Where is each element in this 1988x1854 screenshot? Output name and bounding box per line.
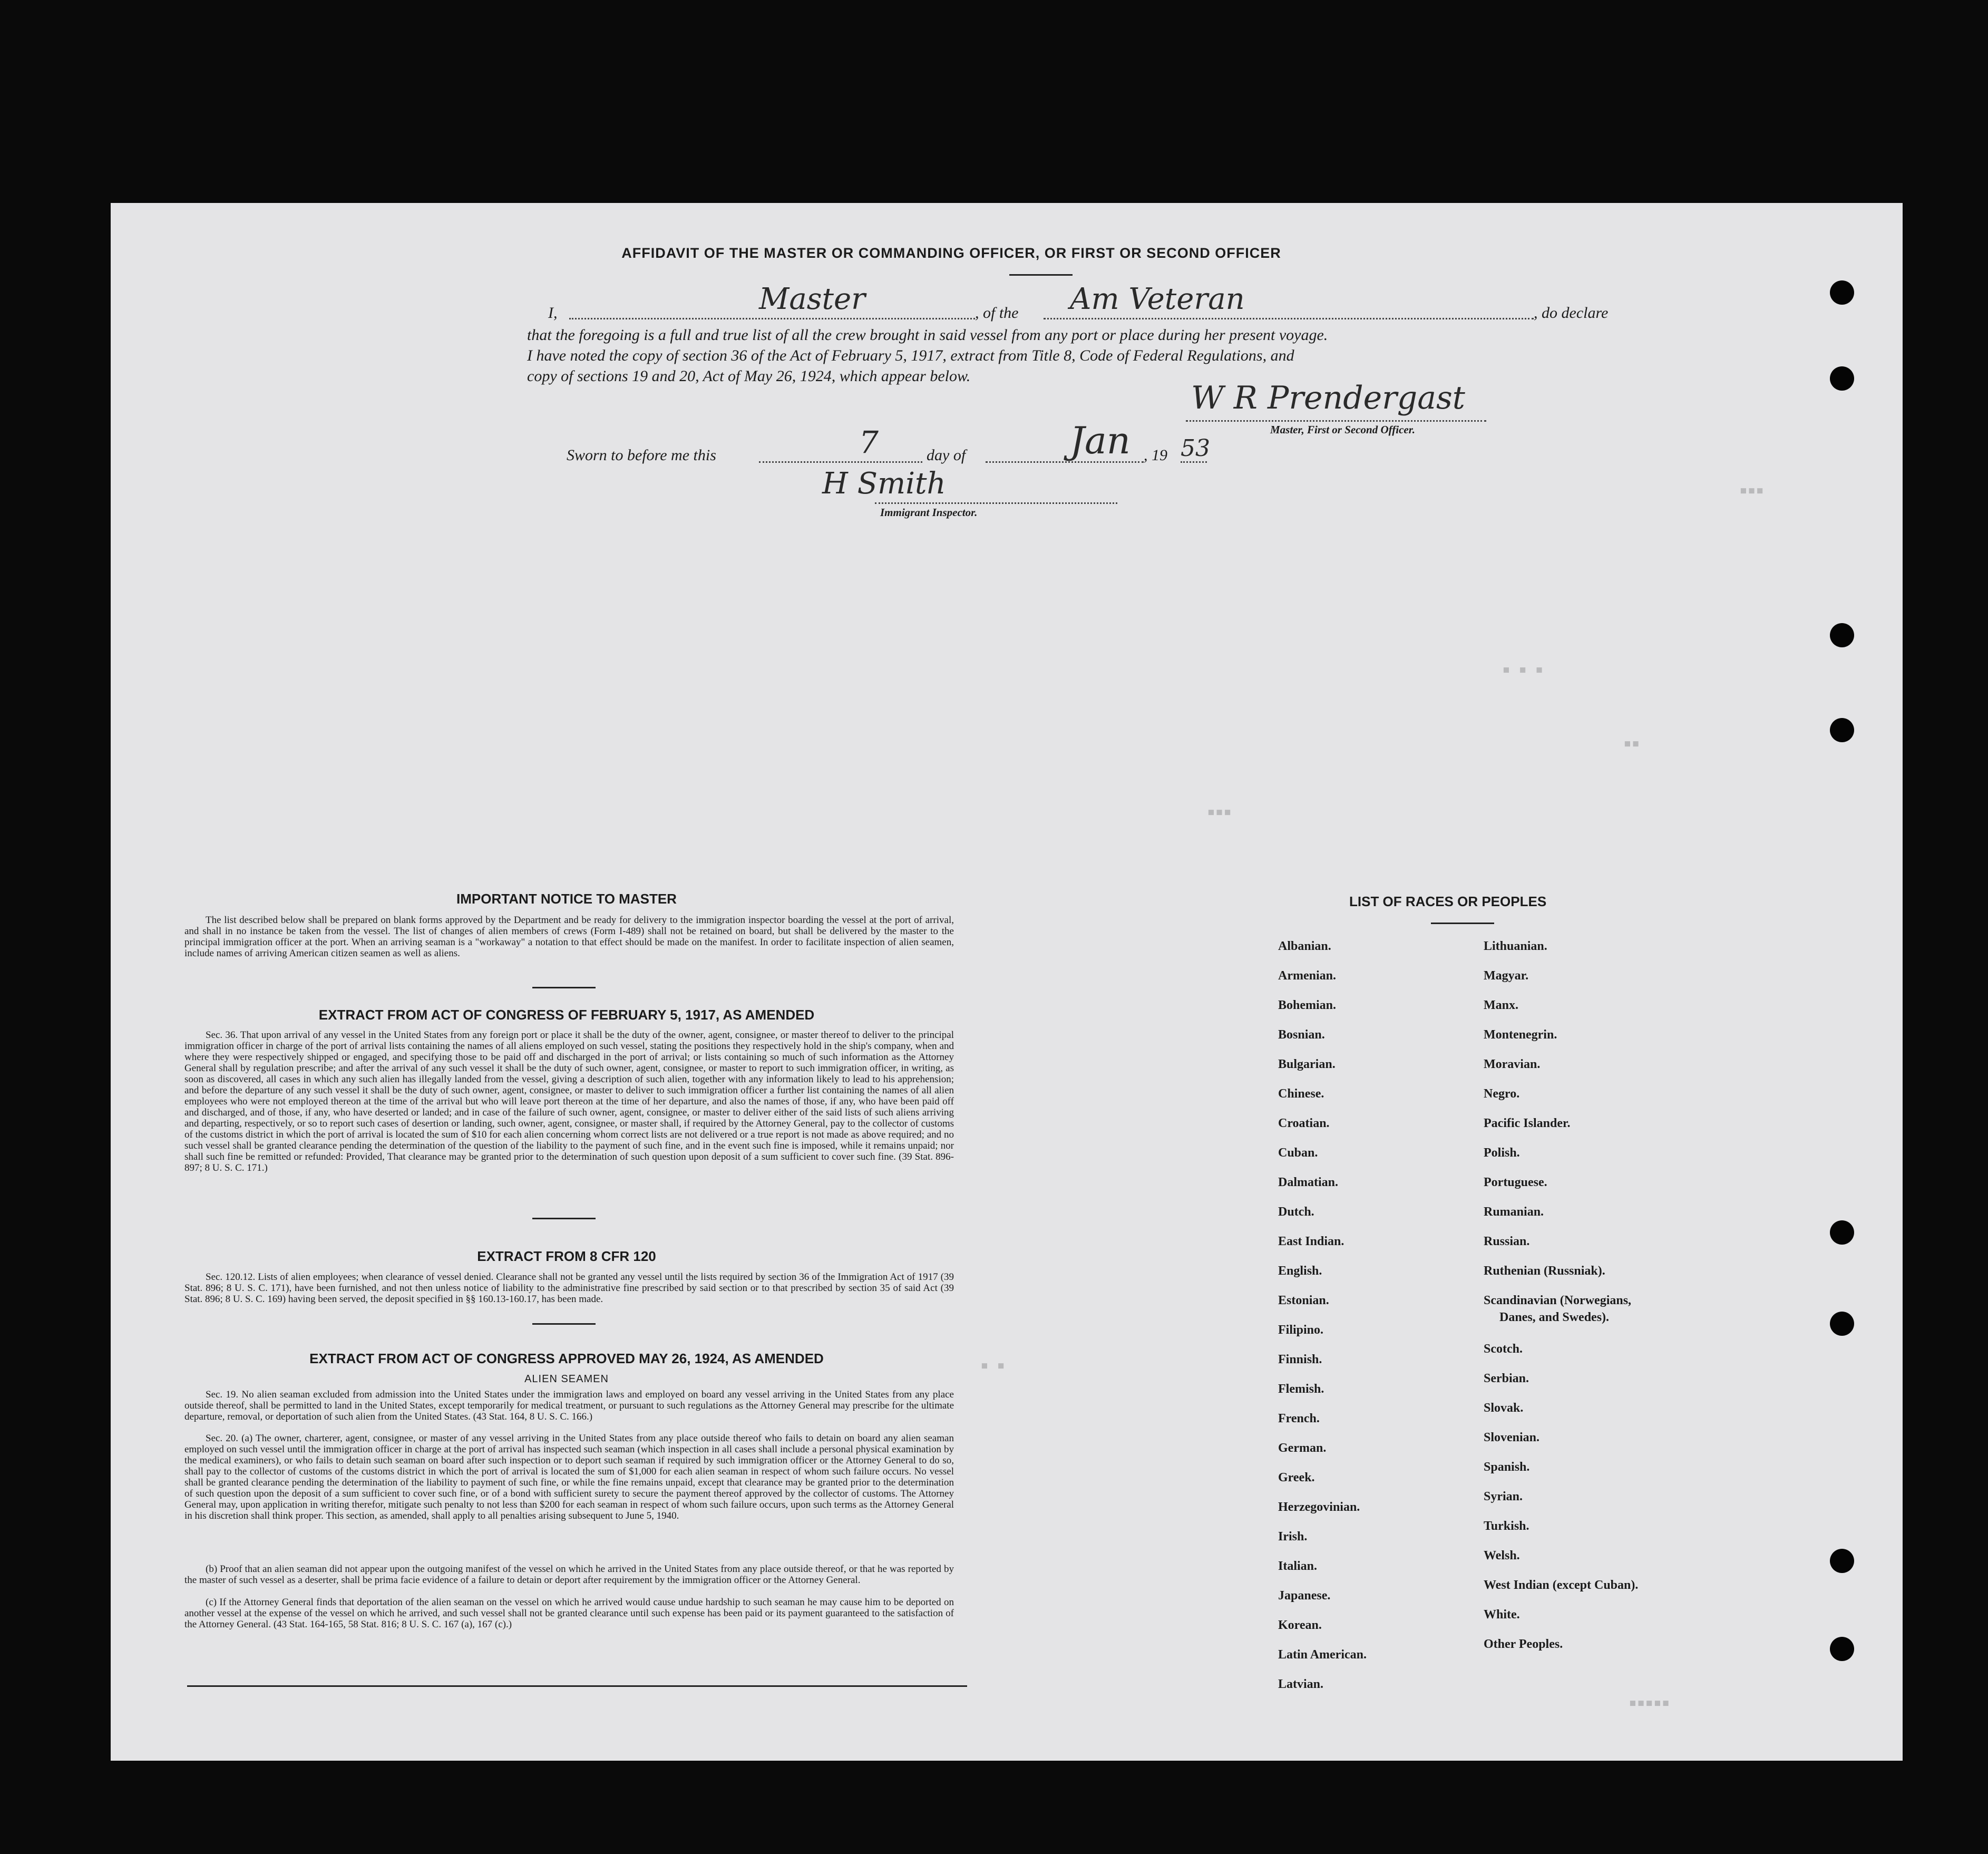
- day-of-label: day of: [927, 446, 966, 464]
- race-item: Greek.: [1278, 1471, 1315, 1484]
- notice-rule: [532, 987, 596, 988]
- race-item: Flemish.: [1278, 1382, 1324, 1396]
- race-item: Ruthenian (Russniak).: [1484, 1264, 1605, 1278]
- year-prefix: , 19: [1144, 446, 1167, 464]
- race-item: Pacific Islander.: [1484, 1117, 1571, 1130]
- race-item: Serbian.: [1484, 1372, 1529, 1385]
- bottom-rule: [187, 1685, 967, 1687]
- race-item: Negro.: [1484, 1087, 1520, 1101]
- races-title: LIST OF RACES OR PEOPLES: [1349, 894, 1547, 909]
- sworn-label: Sworn to before me this: [567, 446, 716, 464]
- punch-hole: [1830, 1549, 1854, 1573]
- notice-title: IMPORTANT NOTICE TO MASTER: [456, 891, 677, 907]
- race-item: Turkish.: [1484, 1519, 1529, 1533]
- punch-hole: [1830, 1220, 1854, 1245]
- bleed-mark: ▪▪: [1623, 735, 1640, 751]
- of-the-label: , of the: [975, 304, 1019, 322]
- races-column-2: [1484, 939, 1638, 1667]
- race-item: French.: [1278, 1412, 1320, 1425]
- race-item: Chinese.: [1278, 1087, 1324, 1101]
- race-item: Japanese.: [1278, 1589, 1331, 1603]
- race-item: Slovenian.: [1484, 1431, 1540, 1444]
- race-item: Finnish.: [1278, 1353, 1322, 1366]
- inspector-line: [875, 502, 1117, 504]
- extract3-sec20a: Sec. 20. (a) The owner, charterer, agent, consignee, or master of any vessel arriving in the United States from any place outside thereof who fails to detain on board any alien seaman employed on such vessel until the immigration officer in charge at the port of arrival has inspected such seaman (which inspection in all cases shall include a personal physical examination by the medical examiners), or who fails to detain such seaman on board after such inspection or to deport such seaman if required by such immigration officer or the Attorney General to do so, shall pay to the collector of customs of the customs district in which the port of arrival is located the sum of $1,000 for each alien seaman in respect of whom such failure occurs. No vessel shall be granted clearance pending the determination of the liability to payment of such fine, or while the fine remains unpaid, except that clearance may be granted prior to the determination of such question upon the deposit of a sum sufficient to cover such fine, or of a bond with sufficient surety to secure the payment thereof approved by the collector of customs. The Attorney General may, upon application in writing therefor, mitigate such penalty to not less than $200 for each seaman in respect of whom such failure occurs, upon such terms as the Attorney General in his discretion shall think proper. This section, as amended, shall apply to all penalties arising subsequent to June 5, 1940.: [184, 1433, 954, 1521]
- extract3-sec20b: (b) Proof that an alien seaman did not appear upon the outgoing manifest of the vessel on which he arrived in the United States from any place outside thereof, or that he was reported by the master of such vessel as a deserter, shall be prima facie evidence of a failure to detain or deport after requirement by the immigration officer or the Attorney General.: [184, 1564, 954, 1586]
- race-item: Montenegrin.: [1484, 1028, 1557, 1042]
- race-item: Bohemian.: [1278, 998, 1337, 1012]
- affidavit-line-2: that the foregoing is a full and true list of all the crew brought in said vessel from any port or place during her present voyage.: [527, 326, 1328, 344]
- vessel-handwritten: Am Veteran: [1070, 282, 1245, 316]
- race-item: Rumanian.: [1484, 1205, 1544, 1219]
- document-page: [111, 203, 1903, 1761]
- race-item: Cuban.: [1278, 1146, 1318, 1160]
- punch-hole: [1830, 718, 1854, 742]
- race-item: Syrian.: [1484, 1490, 1523, 1503]
- race-item: Croatian.: [1278, 1117, 1330, 1130]
- month-handwritten: Jan: [1070, 419, 1131, 462]
- inspector-caption: Immigrant Inspector.: [880, 506, 978, 519]
- race-item: Magyar.: [1484, 969, 1529, 983]
- inspector-signature: H Smith: [822, 467, 946, 501]
- affidavit-line-4: copy of sections 19 and 20, Act of May 26, 1924, which appear below.: [527, 367, 971, 385]
- affidavit-title: AFFIDAVIT OF THE MASTER OR COMMANDING OFFICER, OR FIRST OR SECOND OFFICER: [621, 245, 1281, 261]
- name-handwritten: Master: [759, 282, 865, 316]
- race-item: Lithuanian.: [1484, 939, 1547, 953]
- extract1-title: EXTRACT FROM ACT OF CONGRESS OF FEBRUARY 5, 1917, AS AMENDED: [318, 1007, 815, 1023]
- races-rule: [1431, 923, 1494, 924]
- name-line: [569, 318, 975, 319]
- race-item: Estonian.: [1278, 1294, 1329, 1307]
- day-handwritten: 7: [859, 424, 879, 460]
- punch-hole: [1830, 1637, 1854, 1661]
- extract2-title: EXTRACT FROM 8 CFR 120: [477, 1248, 656, 1264]
- race-item: Polish.: [1484, 1146, 1520, 1160]
- race-item: East Indian.: [1278, 1235, 1344, 1248]
- punch-hole: [1830, 280, 1854, 305]
- race-item: Armenian.: [1278, 969, 1336, 983]
- extract2-text: Sec. 120.12. Lists of alien employees; when clearance of vessel denied. Clearance shall not be granted any vessel until the lists required by section 36 of the Immigration Act of 1917 (39 Stat. 896; 8 U. S. C. 171), have been furnished, and not then unless notice of liability to the administrative fine prescribed by said section or to that prescribed by section 35 of said Act (39 Stat. 896; 8 U. S. C. 169) having been served, the deposit specified in §§ 160.13-160.17, has been made.: [184, 1271, 954, 1305]
- extract3-subtitle: ALIEN SEAMEN: [524, 1373, 609, 1385]
- notice-text: The list described below shall be prepared on blank forms approved by the Department and be ready for delivery to the immigration inspector boarding the vessel at the port of arrival, and shall in no instance be taken from the vessel. The list of changes of alien members of crews (Form I-489) shall not be retained on board, but shall be delivered by the master to the principal immigration officer at the port. When an arriving seaman is a "workaway" a notation to that effect should be made on the manifest. In order to facilitate inspection of alien seamen, include names of arriving American citizen seamen as well as aliens.: [184, 915, 954, 959]
- race-item: English.: [1278, 1264, 1322, 1278]
- extract2-rule: [532, 1323, 596, 1325]
- race-item: Other Peoples.: [1484, 1637, 1563, 1651]
- extract1-rule: [532, 1218, 596, 1219]
- bleed-mark: ▪▪▪: [1739, 482, 1764, 498]
- race-item: Korean.: [1278, 1618, 1322, 1632]
- master-signature: W R Prendergast: [1191, 380, 1465, 416]
- title-rule: [1009, 274, 1073, 276]
- bleed-mark: ▪ ▪: [980, 1357, 1005, 1373]
- do-declare-label: , do declare: [1534, 304, 1609, 322]
- race-item: Dalmatian.: [1278, 1176, 1338, 1189]
- signature-caption: Master, First or Second Officer.: [1270, 423, 1415, 436]
- race-item: Russian.: [1484, 1235, 1530, 1248]
- day-line: [759, 461, 922, 463]
- signature-line: [1186, 420, 1486, 422]
- extract1-text: Sec. 36. That upon arrival of any vessel in the United States from any foreign port or place it shall be the duty of the owner, agent, consignee, or master thereof to deliver to the principal immigration officer in charge of the port of arrival lists containing the names of all aliens employed on such vessel, stating the positions they respectively hold in the ship's company, when and where they were respectively shipped or engaged, and specifying those to be paid off and discharged in the port of arrival; or lists containing so much of such information as the Attorney General shall by regulation prescribe; and after the arrival of any such vessel it shall be the duty of such owner, agent, consignee, or master to report to such immigration officer, in writing, as soon as discovered, all cases in which any such alien has illegally landed from the vessel, giving a description of such alien, together with any information likely to lead to his apprehension; and before the departure of any such vessel it shall be the duty of such owner, agent, consignee, or master to deliver to such immigration officer a further list containing the names of all alien employees who were not employed thereon at the time of the arrival but who will leave port thereon at the time of her departure, and also the names of those, if any, who have been paid off and discharged, and of those, if any, who have deserted or landed; and in case of the failure of such owner, agent, consignee, or master to deliver either of the said lists of such aliens arriving and departing, respectively, or so to report such cases of desertion or landing, such owner, agent, consignee, or master shall, if required by the Attorney General, pay to the collector of customs of the customs district in which the port of arrival is located the sum of $10 for each alien concerning whom correct lists are not delivered or a true report is not made as above required; and no such vessel shall be granted clearance pending the determination of the question of the liability to the payment of such fine, and in the event such fine is imposed, while it remains unpaid; nor shall such fine be remitted or refunded: Provided, That clearance may be granted prior to the determination of such question upon deposit of a sum sufficient to cover such fine. (39 Stat. 896-897; 8 U. S. C. 171.): [184, 1030, 954, 1173]
- race-item: Latvian.: [1278, 1677, 1324, 1691]
- affidavit-i-label: I,: [548, 304, 558, 322]
- race-item: Bosnian.: [1278, 1028, 1325, 1042]
- race-item: Portuguese.: [1484, 1176, 1547, 1189]
- races-column-1: [1278, 939, 1367, 1707]
- extract3-sec19: Sec. 19. No alien seaman excluded from admission into the United States under the immigration laws and employed on board any vessel arriving in the United States from any place outside thereof, shall be permitted to land in the United States, except temporarily for medical treatment, or pursuant to such regulations as the Attorney General may prescribe for the ultimate departure, removal, or deportation of such alien from the United States. (43 Stat. 164, 8 U. S. C. 166.): [184, 1389, 954, 1422]
- extract3-sec20c: (c) If the Attorney General finds that deportation of the alien seaman on the vessel on which he arrived would cause undue hardship to such seaman he may cause him to be deported on another vessel at the expense of the vessel on which he arrived, and such vessel shall not be granted clearance until such expense has been paid or its payment guaranteed to the satisfaction of the Attorney General. (43 Stat. 164-165, 58 Stat. 816; 8 U. S. C. 167 (a), 167 (c).): [184, 1597, 954, 1630]
- bleed-mark: ▪▪▪▪▪: [1629, 1695, 1670, 1711]
- race-item: Welsh.: [1484, 1549, 1520, 1562]
- race-item: Spanish.: [1484, 1460, 1530, 1474]
- race-item: Italian.: [1278, 1559, 1318, 1573]
- race-item: German.: [1278, 1441, 1327, 1455]
- race-item: Dutch.: [1278, 1205, 1314, 1219]
- punch-hole: [1830, 1312, 1854, 1336]
- race-item: Filipino.: [1278, 1323, 1324, 1337]
- race-item: Scotch.: [1484, 1342, 1523, 1356]
- extract3-title: EXTRACT FROM ACT OF CONGRESS APPROVED MAY 26, 1924, AS AMENDED: [309, 1351, 824, 1366]
- bleed-mark: ▪▪▪: [1207, 804, 1232, 820]
- race-item: Moravian.: [1484, 1057, 1541, 1071]
- punch-hole: [1830, 623, 1854, 647]
- race-item: Scandinavian (Norwegians,: [1484, 1294, 1632, 1307]
- race-item: White.: [1484, 1608, 1520, 1622]
- race-item: Danes, and Swedes).: [1499, 1311, 1610, 1324]
- race-item: Latin American.: [1278, 1648, 1367, 1662]
- punch-hole: [1830, 366, 1854, 391]
- bleed-mark: ▪ ▪ ▪: [1502, 662, 1544, 677]
- affidavit-line-3: I have noted the copy of section 36 of the Act of February 5, 1917, extract from Title 8, Code of Federal Regulations, and: [527, 347, 1294, 364]
- race-item: Manx.: [1484, 998, 1518, 1012]
- race-item: Slovak.: [1484, 1401, 1524, 1415]
- race-item: Bulgarian.: [1278, 1057, 1336, 1071]
- race-item: Irish.: [1278, 1530, 1308, 1544]
- vessel-line: [1044, 318, 1534, 319]
- race-item: Albanian.: [1278, 939, 1331, 953]
- race-item: West Indian (except Cuban).: [1484, 1578, 1639, 1592]
- race-item: Herzegovinian.: [1278, 1500, 1360, 1514]
- year-handwritten: 53: [1181, 435, 1210, 462]
